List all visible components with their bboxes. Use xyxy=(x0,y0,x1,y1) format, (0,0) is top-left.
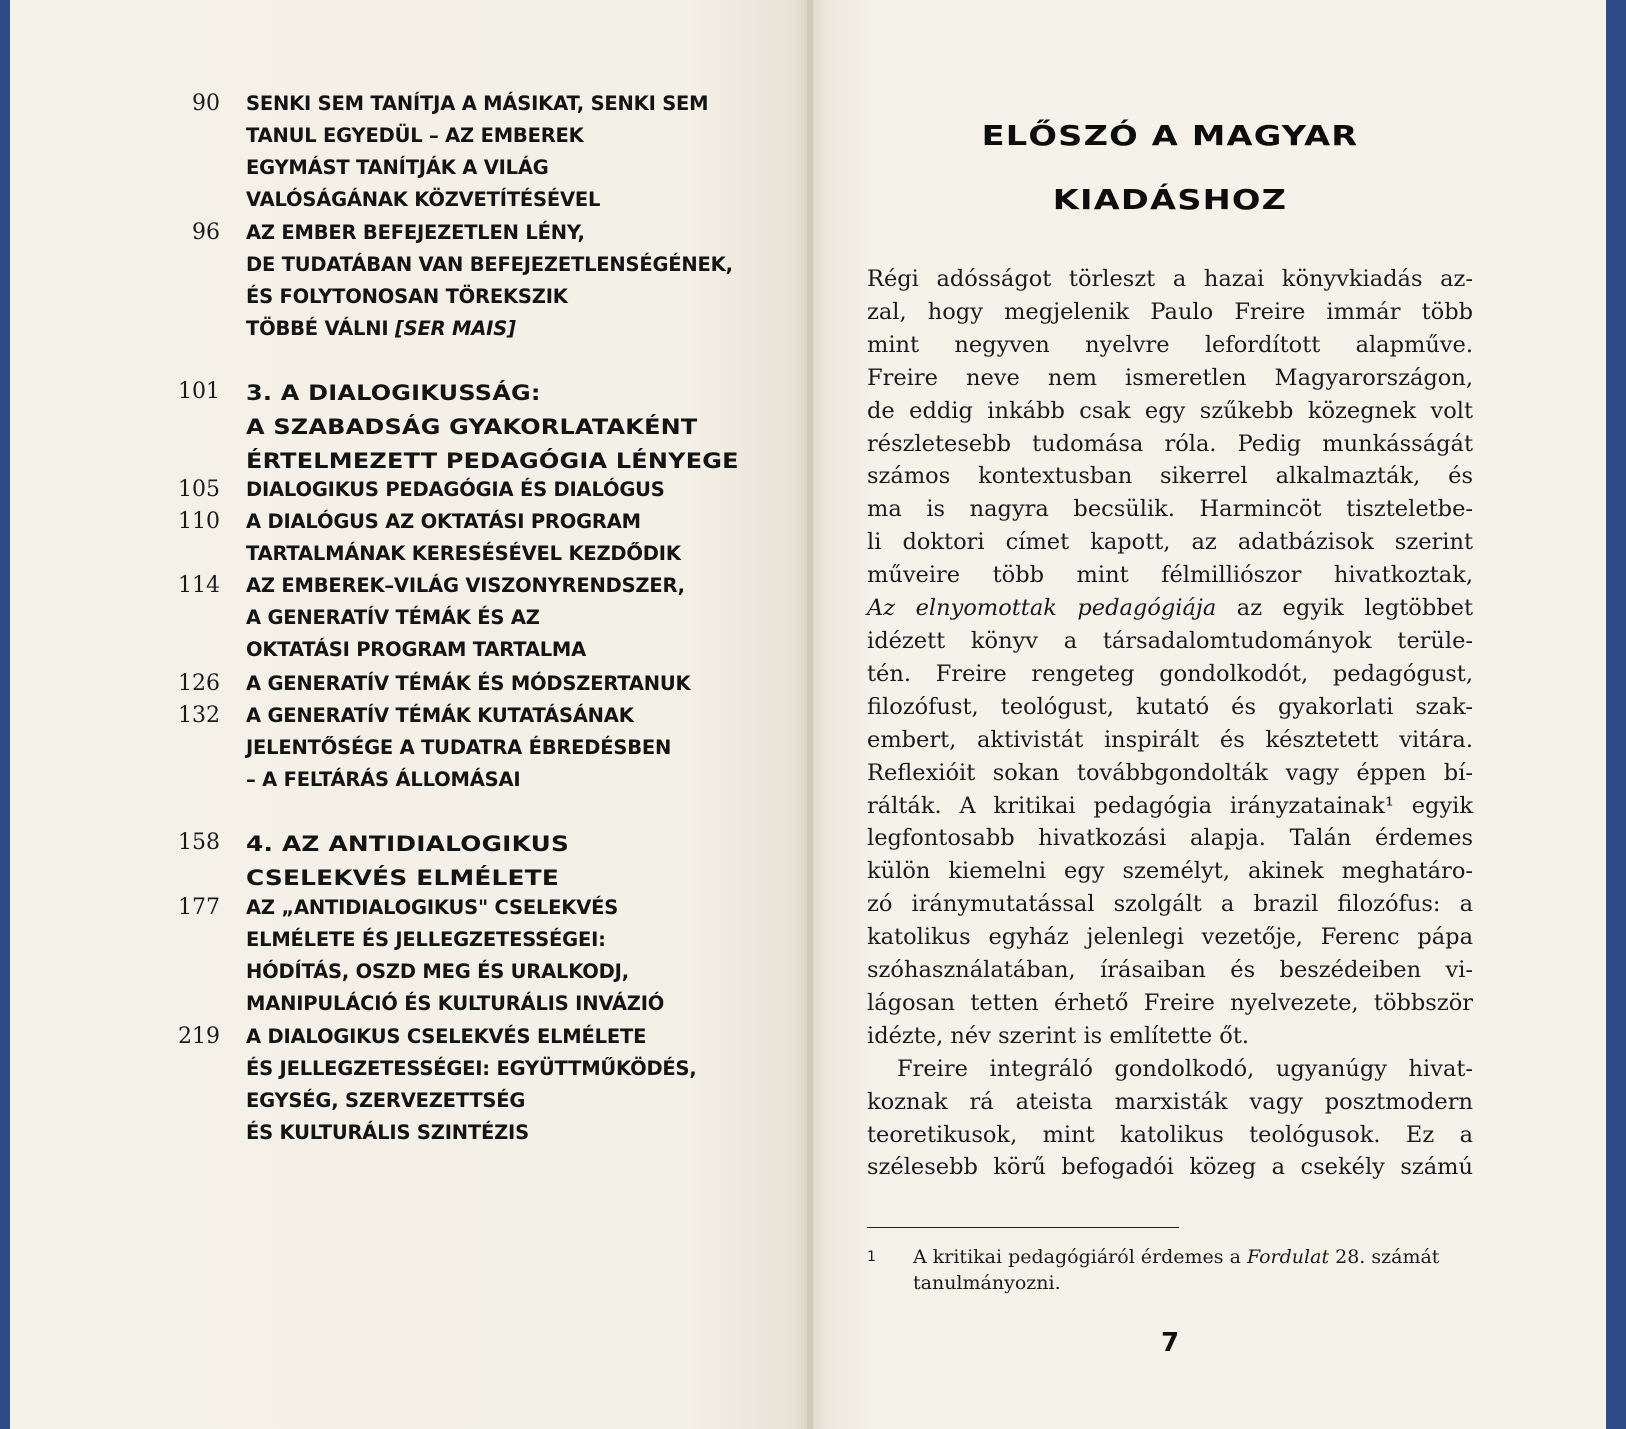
footnote-mark: 1 xyxy=(867,1249,876,1265)
preface-heading xyxy=(858,88,1482,248)
toc-title-line: ÉS KULTURÁLIS SZINTÉZIS xyxy=(246,1121,529,1144)
toc-title-line: TÖBBÉ VÁLNI [SER MAIS] xyxy=(246,317,516,340)
body-line: számos kontextusban sikerrel alkalmazták, és xyxy=(867,463,1473,490)
toc-title-line: A GENERATÍV TÉMÁK ÉS MÓDSZERTANUK xyxy=(246,672,691,695)
toc-title-line: JELENTŐSÉGE A TUDATRA ÉBREDÉSBEN xyxy=(246,736,672,759)
background-edge xyxy=(1606,0,1626,1429)
heading-line: KIADÁSHOZ xyxy=(1052,183,1288,216)
toc-title-line: MANIPULÁCIÓ ÉS KULTURÁLIS INVÁZIÓ xyxy=(246,992,665,1015)
body-line: szóhasználatában, írásaiban és beszédeiben vi- xyxy=(867,957,1473,984)
body-line: ma is nagyra becsülik. Harmincöt tiszteletbe- xyxy=(867,496,1473,523)
body-line: tén. Freire rengeteg gondolkodót, pedagógust, xyxy=(867,660,1473,687)
footnote-line: A kritikai pedagógiáról érdemes a Fordulat 28. számát xyxy=(913,1246,1440,1268)
footnote-line: tanulmányozni. xyxy=(913,1272,1061,1294)
toc-title-line: ELMÉLETE ÉS JELLEGZETESSÉGEI: xyxy=(246,928,606,951)
toc-page-number: 158 xyxy=(178,830,220,855)
body-line: idézett könyv a társadalomtudományok terüle- xyxy=(867,627,1473,654)
footnote-rule xyxy=(867,1227,1179,1228)
book-gutter xyxy=(807,0,813,1429)
toc-title-line: CSELEKVÉS ELMÉLETE xyxy=(246,866,560,890)
toc-title-line: A DIALOGIKUS CSELEKVÉS ELMÉLETE xyxy=(246,1025,647,1048)
toc-page-number: 114 xyxy=(178,573,220,598)
body-line: műveire több mint félmilliószor hivatkoztak, xyxy=(867,562,1473,589)
toc-title-line: HÓDÍTÁS, OSZD MEG ÉS URALKODJ, xyxy=(246,960,629,983)
toc-page-number: 101 xyxy=(178,379,220,404)
body-line: embert, aktivistát inspirált és késztetett vitára. xyxy=(867,726,1473,753)
toc-section-title xyxy=(246,570,786,666)
toc-page-number: 110 xyxy=(178,509,220,534)
toc-section-title xyxy=(246,700,786,796)
toc-page-number: 132 xyxy=(178,703,220,728)
body-line: lágosan tetten érhető Freire nyelvezete, többször xyxy=(867,989,1473,1016)
toc-title-line: A GENERATÍV TÉMÁK ÉS AZ xyxy=(246,606,540,629)
toc-page-number: 219 xyxy=(178,1024,220,1049)
toc-chapter-title xyxy=(246,376,862,478)
toc-title-line: 3. A DIALOGIKUSSÁG: xyxy=(246,381,541,405)
page-number: 7 xyxy=(1160,1328,1180,1358)
body-line: de eddig inkább csak egy szűkebb közegnek volt xyxy=(867,397,1473,424)
preface-body xyxy=(867,263,1473,1184)
body-line: filozófust, teológust, kutató és gyakorlati szak- xyxy=(867,693,1473,720)
toc-page-number: 90 xyxy=(192,91,220,116)
toc-title-line: DE TUDATÁBAN VAN BEFEJEZETLENSÉGÉNEK, xyxy=(246,253,733,276)
toc-title-line: DIALOGIKUS PEDAGÓGIA ÉS DIALÓGUS xyxy=(246,478,665,501)
body-line: legfontosabb hivatkozási alapja. Talán érdemes xyxy=(867,825,1473,852)
body-line: mint negyven nyelvre lefordított alapműve. xyxy=(867,331,1473,358)
toc-section-title xyxy=(246,88,786,216)
book-spread xyxy=(10,0,1606,1429)
toc-title-line: TANUL EGYEDÜL – AZ EMBEREK xyxy=(246,124,584,147)
body-line: teoretikusok, mint katolikus teológusok. Ez a xyxy=(867,1121,1473,1148)
body-line: zó iránymutatással szolgált a brazil filozófus: a xyxy=(867,891,1473,918)
body-line: külön kiemelni egy személyt, akinek meghatáro- xyxy=(867,858,1473,885)
footnote-text xyxy=(913,1244,1473,1296)
body-line: Reflexióit sokan továbbgondolták vagy éppen bí- xyxy=(867,759,1473,786)
toc-title-line: SENKI SEM TANÍTJA A MÁSIKAT, SENKI SEM xyxy=(246,92,709,115)
body-line: szélesebb körű befogadói közeg a csekély számú xyxy=(867,1154,1473,1181)
toc-section-title xyxy=(246,217,786,345)
toc-title-line: AZ EMBER BEFEJEZETLEN LÉNY, xyxy=(246,221,585,244)
toc-chapter-title xyxy=(246,827,883,895)
toc-title-line: VALÓSÁGÁNAK KÖZVETÍTÉSÉVEL xyxy=(246,188,601,211)
body-line: katolikus egyház jelenlegi vezetője, Ferenc pápa xyxy=(867,924,1473,951)
toc-page-number: 177 xyxy=(178,895,220,920)
toc-title-line: OKTATÁSI PROGRAM TARTALMA xyxy=(246,638,587,661)
toc-title-line: ÉRTELMEZETT PEDAGÓGIA LÉNYEGE xyxy=(246,449,739,473)
toc-section-title xyxy=(246,1021,786,1149)
toc-title-line: A DIALÓGUS AZ OKTATÁSI PROGRAM xyxy=(246,510,641,533)
body-line: Freire integráló gondolkodó, ugyanúgy hivat- xyxy=(897,1055,1473,1082)
toc-title-line: – A FELTÁRÁS ÁLLOMÁSAI xyxy=(246,768,521,791)
body-line: idézte, név szerint is említette őt. xyxy=(867,1022,1250,1049)
toc-page-number: 126 xyxy=(178,671,220,696)
toc-page-number: 105 xyxy=(178,477,220,502)
toc-section-title xyxy=(246,668,786,700)
toc-title-line: EGYMÁST TANÍTJÁK A VILÁG xyxy=(246,156,549,179)
body-line: részletesebb tudomása róla. Pedig munkásságát xyxy=(867,430,1473,457)
body-line: rálták. A kritikai pedagógia irányzatainak¹ egyik xyxy=(867,792,1473,819)
toc-title-line: TARTALMÁNAK KERESÉSÉVEL KEZDŐDIK xyxy=(246,542,681,565)
body-line: li doktori címet kapott, az adatbázisok szerint xyxy=(867,529,1473,556)
body-line: Régi adósságot törleszt a hazai könyvkiadás az- xyxy=(867,266,1473,292)
toc-title-line: A GENERATÍV TÉMÁK KUTATÁSÁNAK xyxy=(246,704,634,727)
left-page xyxy=(10,0,810,1429)
toc-section-title xyxy=(246,474,786,506)
toc-title-line: 4. AZ ANTIDIALOGIKUS xyxy=(246,832,570,856)
toc-section-title xyxy=(246,892,786,1020)
toc-title-line: ÉS FOLYTONOSAN TÖREKSZIK xyxy=(246,285,568,308)
body-line: Freire neve nem ismeretlen Magyarországon, xyxy=(867,364,1473,391)
toc-page-number: 96 xyxy=(192,220,220,245)
toc-title-line: AZ EMBEREK–VILÁG VISZONYRENDSZER, xyxy=(246,574,685,597)
heading-line: ELŐSZÓ A MAGYAR xyxy=(981,119,1359,152)
toc-section-title xyxy=(246,506,786,570)
toc-title-line: A SZABADSÁG GYAKORLATAKÉNT xyxy=(246,415,698,439)
body-line: Az elnyomottak pedagógiája az egyik legtöbbet xyxy=(867,595,1473,622)
body-line: koznak rá ateista marxisták vagy posztmodern xyxy=(867,1088,1473,1115)
body-line: zal, hogy megjelenik Paulo Freire immár több xyxy=(867,298,1473,325)
toc-title-line: ÉS JELLEGZETESSÉGEI: EGYÜTTMŰKÖDÉS, xyxy=(246,1057,697,1080)
toc-title-line: AZ „ANTIDIALOGIKUS" CSELEKVÉS xyxy=(246,896,619,919)
toc-title-line: EGYSÉG, SZERVEZETTSÉG xyxy=(246,1089,526,1112)
